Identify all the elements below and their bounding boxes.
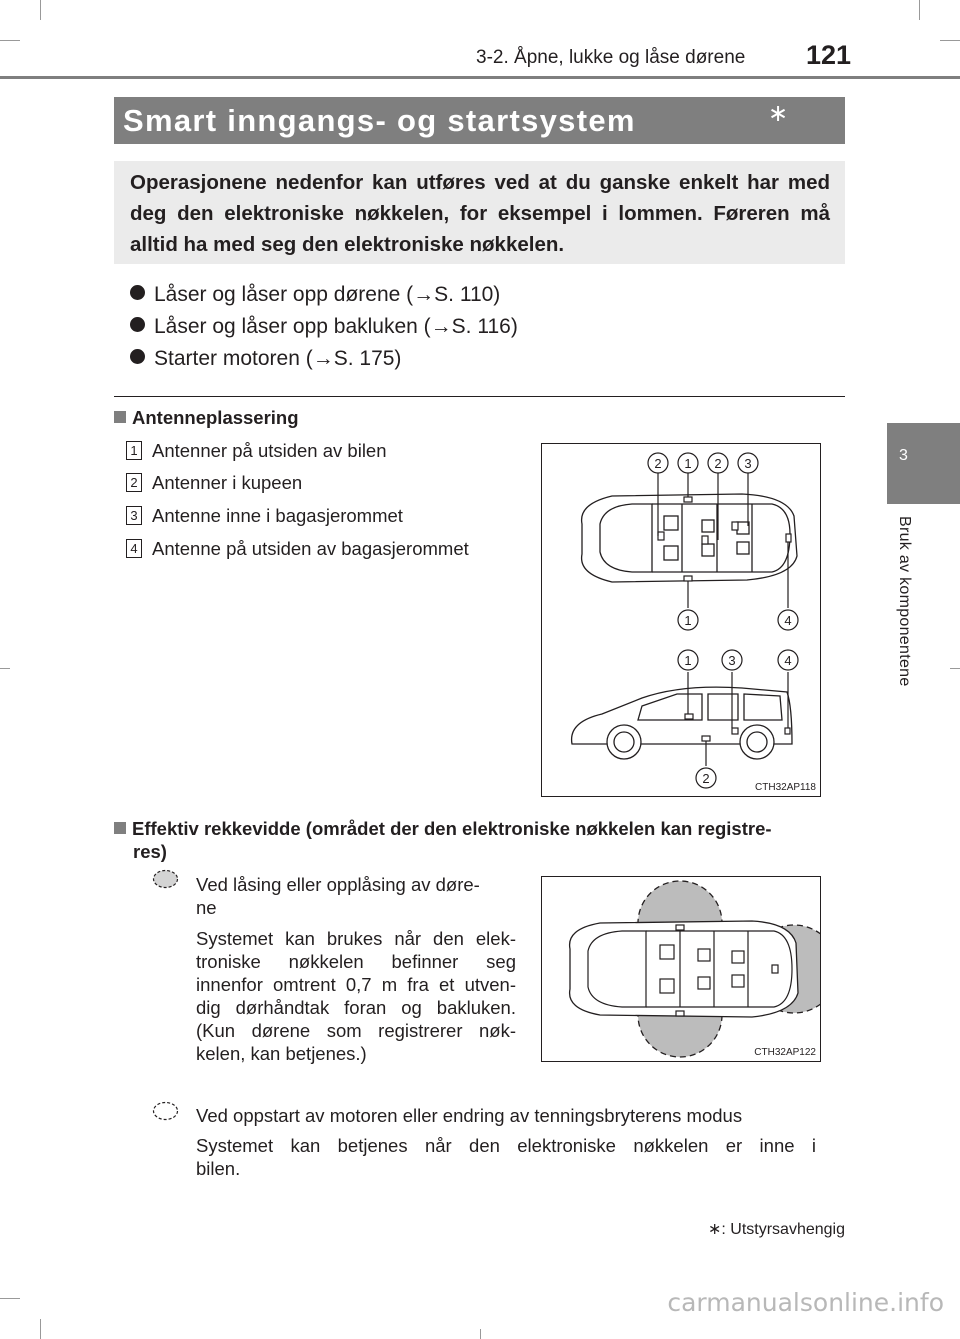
bullet-item: Starter motoren (→S. 175) (130, 347, 401, 371)
chapter-number: 3 (899, 447, 908, 464)
bullet-item: Låser og låser opp bakluken (→S. 116) (130, 315, 518, 339)
crop-mark (0, 668, 10, 669)
range-item2-body: Systemet kan betjenes når den elektroniske nøkkelen er inne i bilen. (196, 1135, 816, 1179)
callout-label: 4 (784, 653, 792, 668)
antenna-item: 2 Antenner i kupeen (126, 472, 302, 494)
title-asterisk: ∗ (768, 100, 789, 127)
antenna-location-figure (541, 443, 821, 797)
antenna-item: 4 Antenne på utsiden av bagasjerommet (126, 538, 469, 560)
section-title-bar (114, 97, 845, 144)
header-rule (0, 76, 960, 79)
footnote: ∗: Utstyrsavhengig (707, 1221, 845, 1238)
callout-number: 1 (126, 441, 142, 460)
callout-label: 1 (684, 456, 692, 471)
chapter-title: Bruk av komponentene (896, 516, 913, 687)
range-item1-title: Ved låsing eller opplåsing av døre- ne (196, 874, 480, 918)
intro-text: Operasjonene nedenfor kan utføres ved at du ganske enkelt har med deg den elektroniske nøkkelen, for eksempel i lommen. Føreren må alltid ha med seg den elektroniske nøkkelen. (130, 171, 830, 256)
crop-mark (40, 0, 41, 20)
bullet-dot-icon (130, 285, 145, 300)
antenna-item: 1 Antenner på utsiden av bilen (126, 440, 387, 462)
range-figure (541, 876, 821, 1062)
bullet-dot-icon (130, 349, 145, 364)
callout-label: 2 (654, 456, 662, 471)
range-heading: Effektiv rekkevidde (området der den elektroniske nøkkelen kan registre- res) (114, 817, 772, 863)
crop-mark (919, 0, 920, 20)
figure-code: CTH32AP122 (754, 1047, 816, 1058)
callout-label: 3 (728, 653, 736, 668)
callout-label: 2 (702, 771, 710, 786)
dashed-area-icon (152, 869, 179, 889)
bullet-dot-icon (130, 317, 145, 332)
figure-code: CTH32AP118 (755, 782, 816, 793)
callout-label: 3 (744, 456, 752, 471)
callout-number: 4 (126, 539, 142, 558)
dashed-area-icon (152, 1101, 179, 1121)
range-item2-title: Ved oppstart av motoren eller endring av tenningsbryterens modus (196, 1105, 743, 1126)
watermark: carmanualsonline.info (667, 1288, 944, 1317)
antenna-heading: Antenneplassering (114, 407, 299, 429)
callout-label: 1 (684, 613, 692, 628)
chapter-tab (887, 423, 960, 504)
callout-label: 2 (714, 456, 722, 471)
section-title: Smart inngangs- og startsystem (123, 103, 636, 138)
car-diagram-illustration (542, 444, 820, 796)
section-divider (114, 396, 845, 397)
running-head: 3-2. Åpne, lukke og låse dørene (476, 47, 746, 68)
crop-mark (940, 40, 960, 41)
bullet-item: Låser og låser opp dørene (→S. 110) (130, 283, 500, 307)
range-item1-body: Systemet kan brukes når den elek- troniske nøkkelen befinner seg innenfor omtrent 0,7 m fra et utven- dig dørhåndtak foran og bakluken. (Kun dørene som registrerer nøk- kelen, kan betjenes.) (196, 928, 516, 1064)
crop-mark (950, 668, 960, 669)
detection-range-illustration (542, 877, 820, 1061)
callout-number: 3 (126, 506, 142, 525)
page-number: 121 (806, 40, 852, 70)
callout-label: 1 (684, 653, 692, 668)
crop-mark (0, 40, 20, 41)
antenna-item: 3 Antenne inne i bagasjerommet (126, 505, 403, 527)
square-bullet-icon (114, 411, 126, 423)
callout-label: 4 (784, 613, 792, 628)
callout-number: 2 (126, 473, 142, 492)
crop-mark (480, 1329, 481, 1339)
crop-mark (0, 1298, 20, 1299)
square-bullet-icon (114, 822, 126, 834)
crop-mark (40, 1319, 41, 1339)
intro-box (114, 161, 845, 264)
